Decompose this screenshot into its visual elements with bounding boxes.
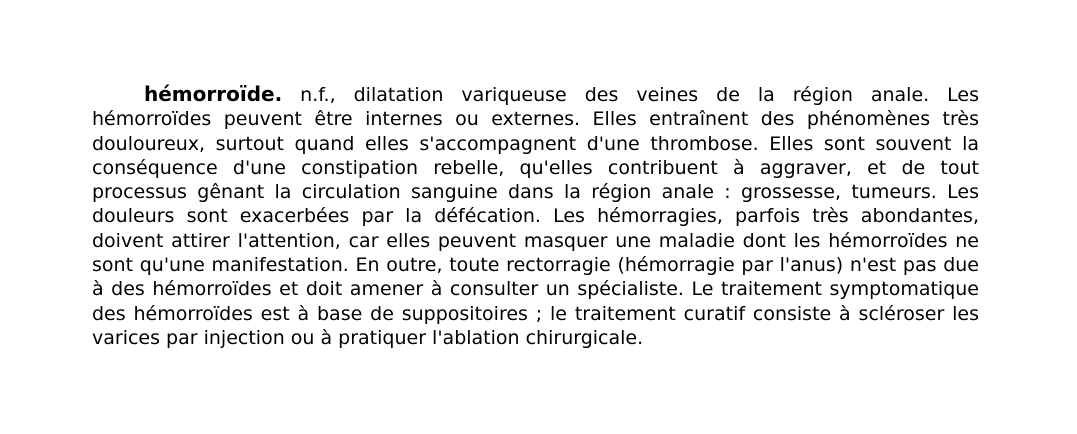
dictionary-entry	[92, 82, 979, 350]
entry-definition: dilatation variqueuse des veines de la région anale. Les hémorroïdes peuvent être internes ou externes. Elles entraînent des phénomènes très douloureux, surtout quand elles s'accompagnent d'une thrombose. Elles sont souvent la conséquence d'une constipation rebelle, qu'elles contribuent à aggraver, et de tout processus gênant la circulation sanguine dans la région anale : grossesse, tumeurs. Les douleurs sont exacerbées par la défécation. Les hémorragies, parfois très abondantes, doivent attirer l'attention, car elles peuvent masquer une maladie dont les hémorroïdes ne sont qu'une manifestation. En outre, toute rectorragie (hémorragie par l'anus) n'est pas due à des hémorroïdes et doit amener à consulter un spécialiste. Le traitement symptomatique des hémorroïdes est à base de suppositoires ; le traitement curatif consiste à scléroser les varices par injection ou à pratiquer l'ablation chirurgicale.	[92, 84, 979, 349]
entry-headword: hémorroïde.	[144, 82, 283, 106]
entry-grammar: n.f.,	[300, 84, 336, 106]
